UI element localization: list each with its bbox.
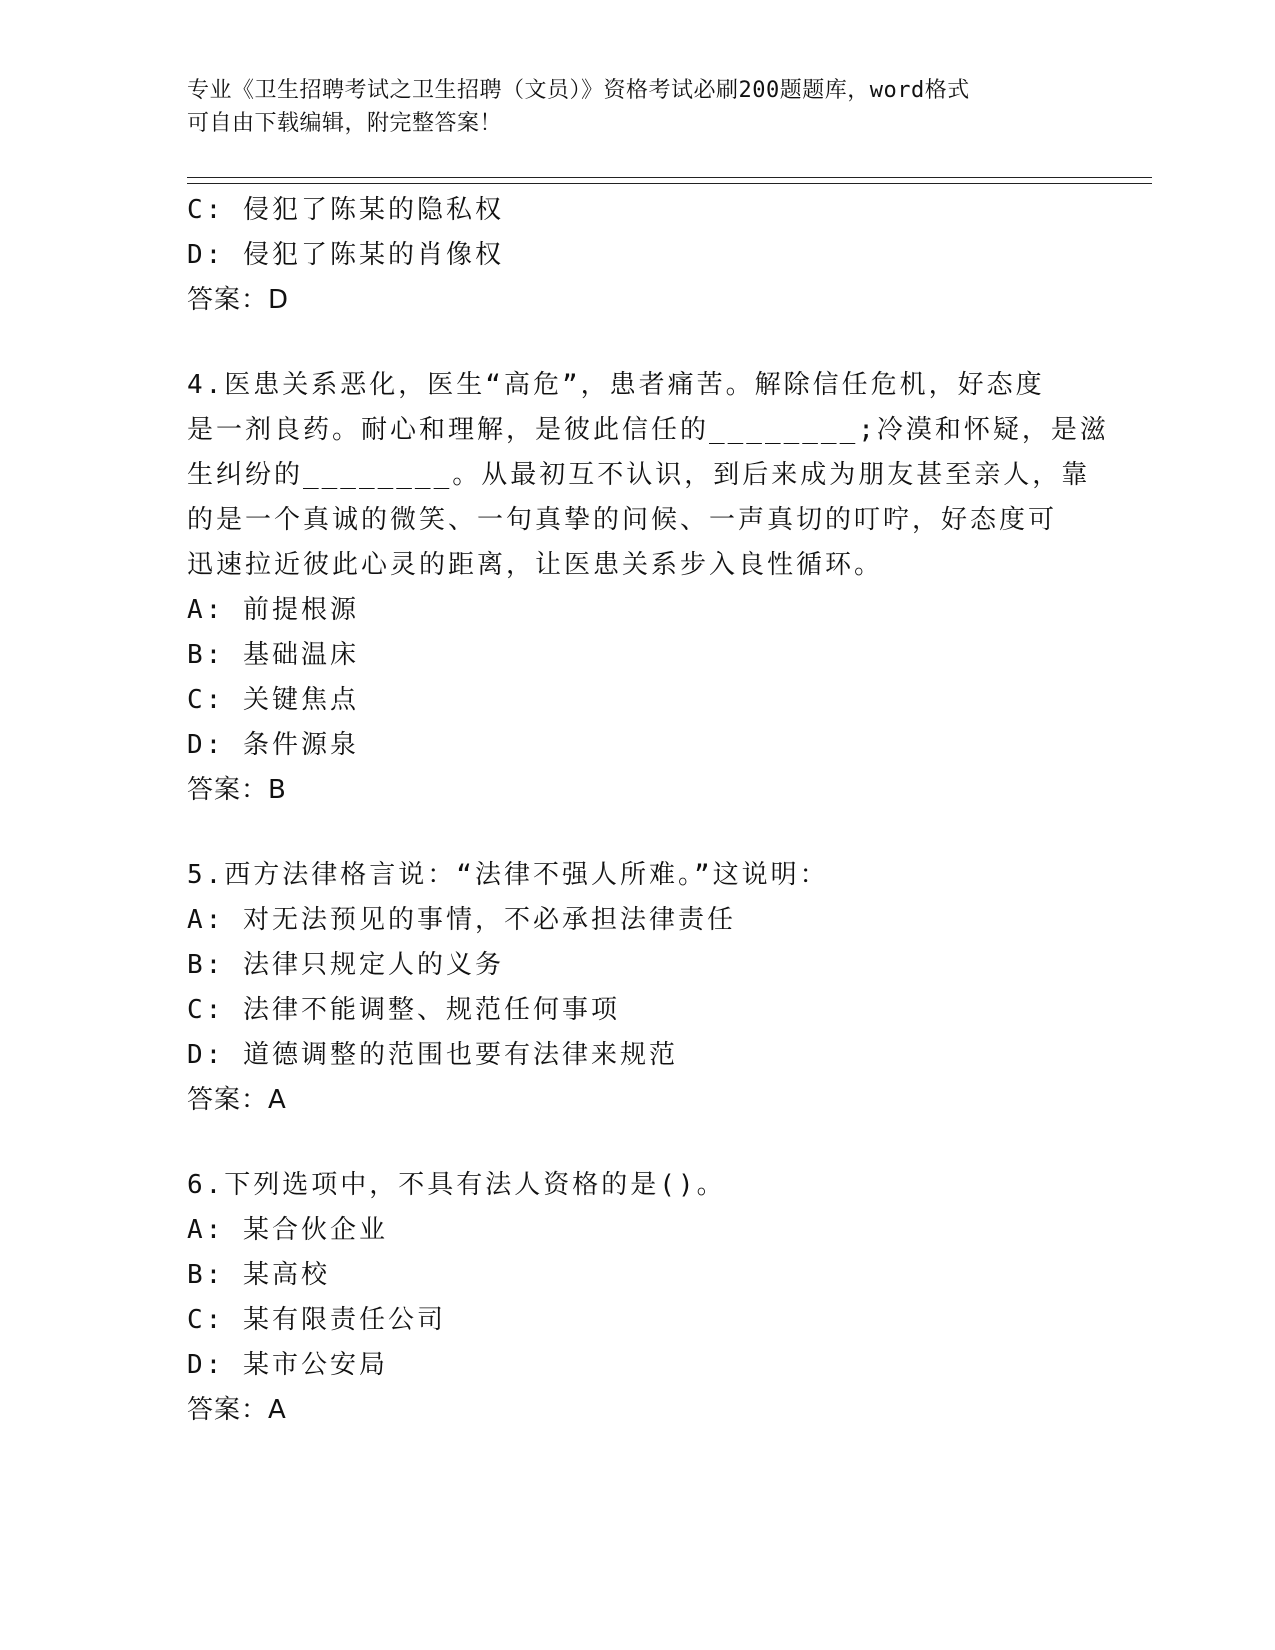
question-5 <box>187 853 1087 1123</box>
header-title-line-1: 专业《卫生招聘考试之卫生招聘（文员）》资格考试必刷200题题库，word格式 <box>187 78 970 103</box>
option-c: C: 法律不能调整、规范任何事项 <box>187 995 620 1025</box>
header-divider-thin <box>187 183 1152 184</box>
answer: 答案：D <box>187 285 290 315</box>
question-6 <box>187 1163 1087 1433</box>
stem-line: 是一剂良药。耐心和理解，是彼此信任的________;冷漠和怀疑，是滋 <box>187 415 1109 445</box>
option-b: B: 基础温床 <box>187 640 359 670</box>
question-stem <box>187 363 1109 588</box>
answer: 答案：A <box>187 1395 287 1425</box>
stem-line: 6.下列选项中，不具有法人资格的是()。 <box>187 1170 726 1200</box>
option-b: B: 某高校 <box>187 1260 330 1290</box>
option-b: B: 法律只规定人的义务 <box>187 950 504 980</box>
question-stem <box>187 1163 1087 1208</box>
header-divider <box>187 177 1152 178</box>
answer: 答案：A <box>187 1085 287 1115</box>
stem-line: 生纠纷的________。从最初互不认识，到后来成为朋友甚至亲人，靠 <box>187 460 1091 490</box>
option-c: C: 某有限责任公司 <box>187 1305 446 1335</box>
stem-line: 5.西方法律格言说：“法律不强人所难。”这说明： <box>187 860 829 890</box>
option-d: D: 某市公安局 <box>187 1350 388 1380</box>
stem-line: 的是一个真诚的微笑、一句真挚的问候、一声真切的叮咛，好态度可 <box>187 505 1058 535</box>
question-4 <box>187 363 1109 813</box>
option-a: A: 前提根源 <box>187 595 359 625</box>
stem-line: 迅速拉近彼此心灵的距离，让医患关系步入良性循环。 <box>187 550 884 580</box>
header-title-line-2: 可自由下载编辑，附完整答案！ <box>187 111 503 136</box>
option-d: D: 条件源泉 <box>187 730 359 760</box>
question-list <box>187 188 1109 1433</box>
option-c: C: 侵犯了陈某的隐私权 <box>187 195 504 225</box>
option-c: C: 关键焦点 <box>187 685 359 715</box>
option-a: A: 某合伙企业 <box>187 1215 388 1245</box>
option-a: A: 对无法预见的事情，不必承担法律责任 <box>187 905 736 935</box>
answer: 答案：B <box>187 775 287 805</box>
stem-line: 4.医患关系恶化，医生“高危”，患者痛苦。解除信任危机，好态度 <box>187 370 1045 400</box>
option-d: D: 道德调整的范围也要有法律来规范 <box>187 1040 678 1070</box>
question-stem <box>187 853 1087 898</box>
option-d: D: 侵犯了陈某的肖像权 <box>187 240 504 270</box>
page-header <box>187 74 1067 140</box>
question-3-tail <box>187 188 1087 323</box>
